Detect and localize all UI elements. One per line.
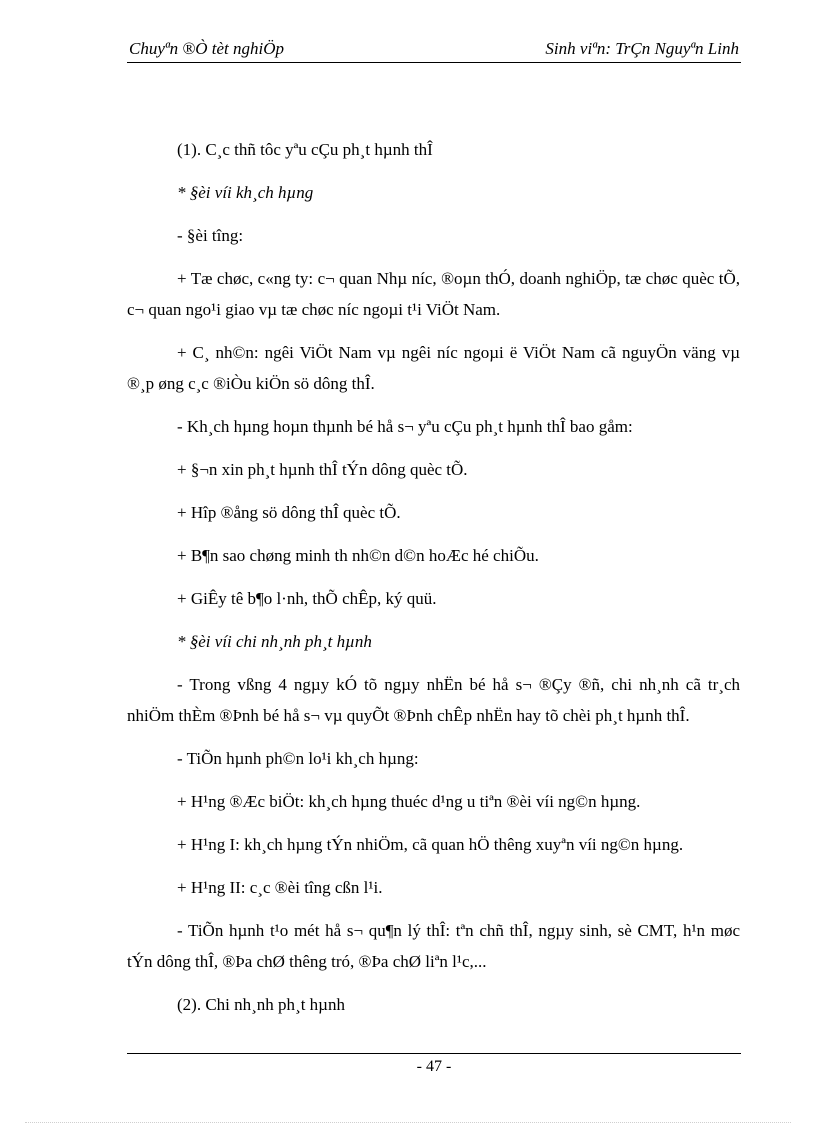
body-paragraph: - §èi tîng: bbox=[177, 226, 244, 245]
body-paragraph: + Hîp ®ång sö dông thÎ quèc tÕ. bbox=[177, 503, 401, 522]
body-paragraph: + C¸ nh©n: ngêi ViÖt Nam vµ ngêi níc ngoµi ë ViÖt Nam cã nguyÖn väng vµ ®¸p øng c¸c ®iÒu kiÖn sö dông thÎ. bbox=[127, 343, 740, 393]
footer-divider bbox=[127, 1053, 741, 1054]
body-paragraph: - Kh¸ch hµng hoµn thµnh bé hå s¬ yªu cÇu ph¸t hµnh thÎ bao gåm: bbox=[177, 417, 633, 436]
body-paragraph: + GiÊy tê b¶o l·nh, thÕ chÊp, ký quü. bbox=[177, 589, 437, 608]
section-heading: (1). C¸c thñ tôc yªu cÇu ph¸t hµnh thÎ bbox=[177, 140, 433, 159]
body-paragraph: + §¬n xin ph¸t hµnh thÎ tÝn dông quèc tÕ. bbox=[177, 460, 468, 479]
body-paragraph: + H¹ng I: kh¸ch hµng tÝn nhiÖm, cã quan hÖ thêng xuyªn víi ng©n hµng. bbox=[177, 835, 684, 854]
subsection-heading: * §èi víi chi nh¸nh ph¸t hµnh bbox=[177, 632, 372, 651]
body-paragraph: + Tæ chøc, c«ng ty: c¬ quan Nhµ níc, ®oµn thÓ, doanh nghiÖp, tæ chøc quèc tÕ, c¬ quan ngo¹i giao vµ tæ chøc níc ngoµi t¹i ViÖt Nam. bbox=[127, 269, 740, 319]
body-paragraph: - Trong vßng 4 ngµy kÓ tõ ngµy nhËn bé hå s¬ ®Çy ®ñ, chi nh¸nh cã tr¸ch nhiÖm thÈm ®Þnh bé hå s¬ vµ quyÕt ®Þnh chÊp nhËn hay tõ chèi ph¸t hµnh thÎ. bbox=[127, 675, 740, 725]
body-paragraph: + H¹ng II: c¸c ®èi tîng cßn l¹i. bbox=[177, 878, 383, 897]
header-author: Sinh viªn: TrÇn Nguyªn Linh bbox=[545, 39, 739, 58]
body-paragraph: - TiÕn hµnh t¹o mét hå s¬ qu¶n lý thÎ: tªn chñ thÎ, ngµy sinh, sè CMT, h¹n møc tÝn dông thÎ, ®Þa chØ thêng tró, ®Þa chØ liªn l¹c,... bbox=[127, 921, 740, 971]
section-heading: (2). Chi nh¸nh ph¸t hµnh bbox=[177, 995, 345, 1014]
document-body bbox=[127, 134, 740, 1020]
body-paragraph: + H¹ng ®Æc biÖt: kh¸ch hµng thuéc d¹ng u tiªn ®èi víi ng©n hµng. bbox=[177, 792, 641, 811]
page-number: - 47 - bbox=[416, 1058, 452, 1075]
header-document-title: Chuyªn ®Ò tèt nghiÖp bbox=[129, 39, 285, 58]
body-paragraph: + B¶n sao chøng minh th nh©n d©n hoÆc hé chiÕu. bbox=[177, 546, 539, 565]
subsection-heading: * §èi víi kh¸ch hµng bbox=[177, 183, 314, 202]
body-paragraph: - TiÕn hµnh ph©n lo¹i kh¸ch hµng: bbox=[177, 749, 419, 768]
page-header bbox=[127, 38, 741, 63]
